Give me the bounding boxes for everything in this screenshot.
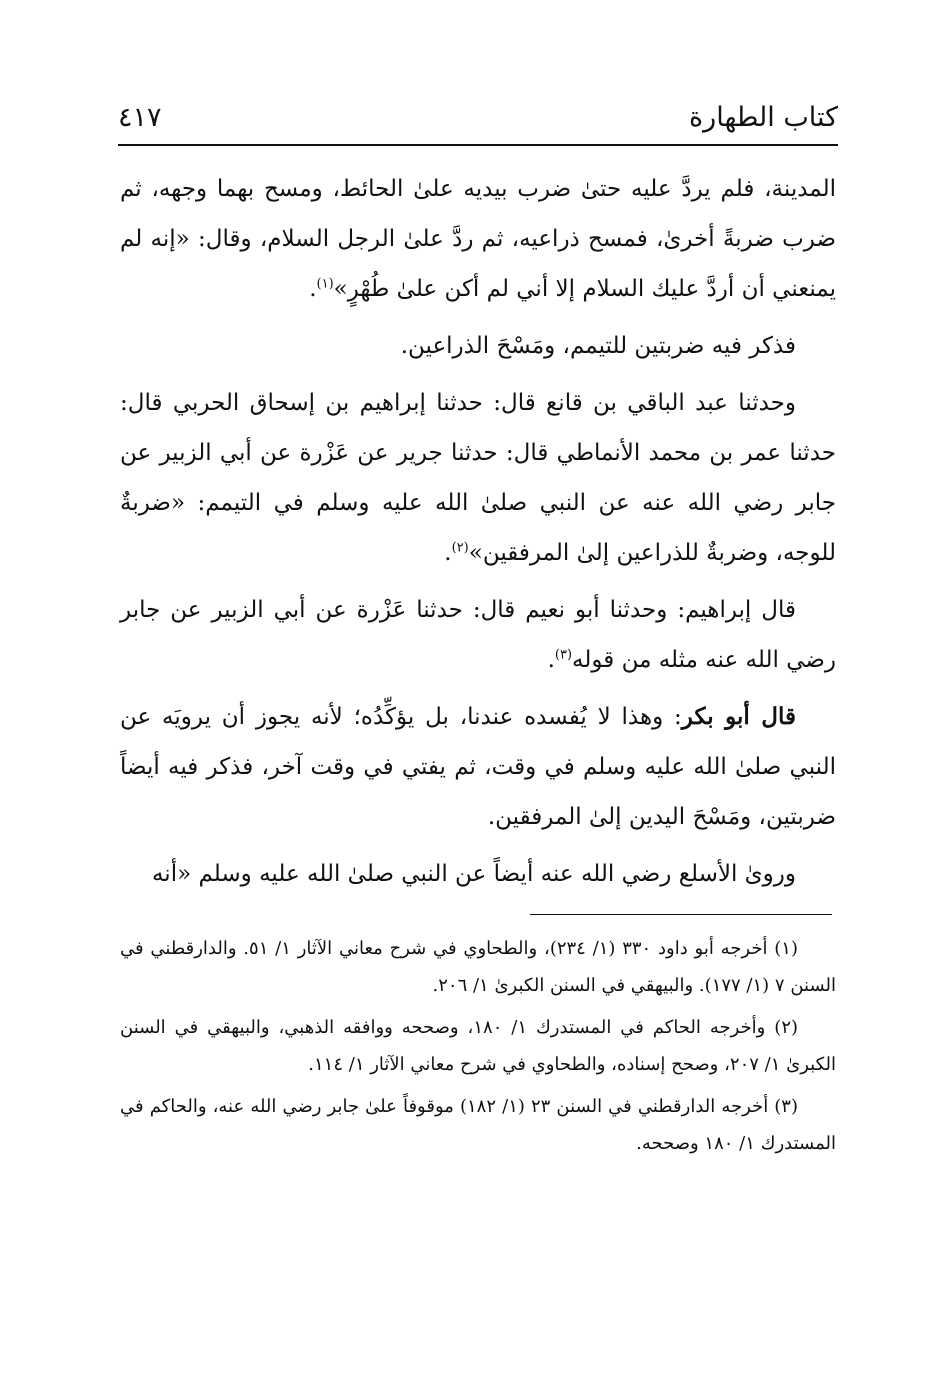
paragraph-4: [120, 585, 836, 685]
paragraph-5-text: : وهذا لا يُفسده عندنا، بل يؤكِّدُه؛ لأنه يجوز أن يرويَه عن النبي صلىٰ الله عليه وسلم في وقت، ثم يفتي في وقت آخر، فذكر فيه أيضاً ضربتين، ومَسْحَ اليدين إلىٰ المرفقين.: [120, 704, 836, 830]
footnotes: [120, 930, 836, 1167]
paragraph-1: [120, 164, 836, 314]
paragraph-4-text: قال إبراهيم: وحدثنا أبو نعيم قال: حدثنا عَزْرة عن أبي الزبير عن جابر رضي الله عنه مثله من قوله: [120, 597, 836, 673]
page-header: [118, 92, 838, 140]
paragraph-6: وروىٰ الأسلع رضي الله عنه أيضاً عن النبي صلىٰ الله عليه وسلم «أنه: [151, 861, 796, 887]
paragraph-5: [120, 692, 836, 842]
paragraph-3-text: وحدثنا عبد الباقي بن قانع قال: حدثنا إبراهيم بن إسحاق الحربي قال: حدثنا عمر بن محمد الأنماطي قال: حدثنا جرير عن عَزْرة عن أبي الزبير عن جابر رضي الله عنه عن النبي صلىٰ الله عليه وسلم في التيمم: «ضربةٌ للوجه، وضربةٌ للذراعين إلىٰ المرفقين»: [120, 390, 836, 566]
main-text: [120, 164, 836, 906]
paragraph-3: [120, 378, 836, 578]
paragraph-1-text: المدينة، فلم يردَّ عليه حتىٰ ضرب بيديه علىٰ الحائط، ومسح بهما وجهه، ثم ضرب ضربةً أخرىٰ، فمسح ذراعيه، ثم ردَّ علىٰ الرجل السلام، وقال: «إنه لم يمنعني أن أردَّ عليك السلام إلا أني لم أكن علىٰ طُهْرٍ»: [120, 176, 836, 302]
footnote-ref-2: (٢): [451, 540, 469, 556]
header-rule: [118, 144, 838, 146]
footnote-3: (٣) أخرجه الدارقطني في السنن ٢٣ (١/ ١٨٢) موقوفاً علىٰ جابر رضي الله عنه، والحاكم في المستدرك ١/ ١٨٠ وصححه.: [120, 1096, 836, 1154]
paragraph-2: فذكر فيه ضربتين للتيمم، ومَسْحَ الذراعين.: [400, 333, 796, 359]
paragraph-1-end: .: [309, 276, 317, 302]
footnote-ref-1: (١): [316, 276, 334, 292]
speaker-label: قال أبو بكر: [681, 703, 796, 730]
page-number: ٤١٧: [118, 102, 162, 133]
footnote-separator: [530, 914, 832, 915]
chapter-title: كتاب الطهارة: [689, 102, 838, 133]
footnote-1: (١) أخرجه أبو داود ٣٣٠ (١/ ٢٣٤)، والطحاوي في شرح معاني الآثار ١/ ٥١. والدارقطني في السنن ٧ (١/ ١٧٧). والبيهقي في السنن الكبرىٰ ١/ ٢٠٦.: [120, 938, 836, 996]
footnote-2: (٢) وأخرجه الحاكم في المستدرك ١/ ١٨٠، وصححه ووافقه الذهبي، والبيهقي في السنن الكبرىٰ ١/ ٢٠٧، وصحح إسناده، والطحاوي في شرح معاني الآثار ١/ ١١٤.: [120, 1017, 836, 1075]
paragraph-4-end: .: [547, 647, 555, 673]
paragraph-3-end: .: [444, 540, 452, 566]
footnote-ref-3: (٣): [554, 647, 573, 663]
